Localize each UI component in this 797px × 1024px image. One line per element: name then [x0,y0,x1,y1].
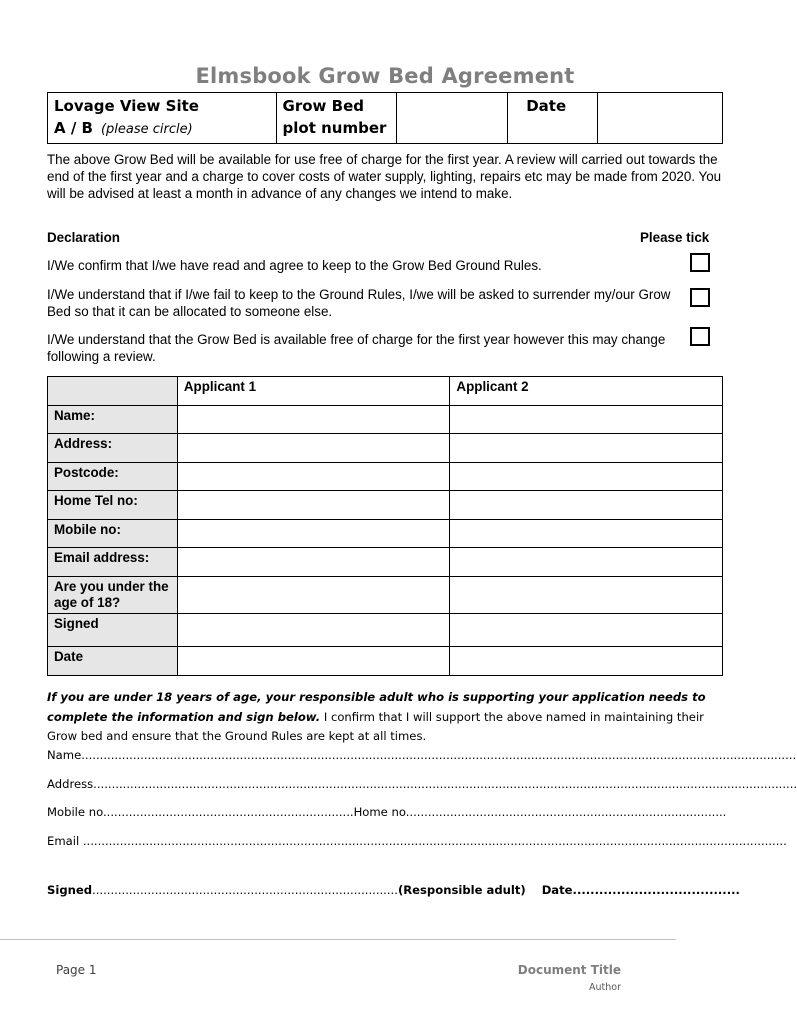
row-label-email: Email address: [48,548,178,577]
adult-address-label: Address [47,777,94,791]
adult-mobile-label: Mobile no [47,805,103,819]
applicant-1-address-field[interactable] [177,434,450,463]
row-label-date: Date [48,647,178,676]
adult-date-label: Date [541,883,573,897]
applicant-2-header: Applicant 2 [450,377,723,406]
row-label-address: Address: [48,434,178,463]
header-table [47,92,723,144]
date-field[interactable] [597,93,722,144]
applicant-1-email-field[interactable] [177,548,450,577]
applicant-1-mobile-field[interactable] [177,520,450,548]
applicant-table [47,376,723,676]
applicant-1-name-field[interactable] [177,406,450,434]
adult-email-label: Email [47,834,83,848]
applicant-2-postcode-field[interactable] [450,463,723,491]
page-title: Elmsbook Grow Bed Agreement [195,64,575,88]
site-note: (please circle) [100,122,193,137]
row-label-signed: Signed [48,614,178,647]
applicant-1-home-tel-field[interactable] [177,491,450,520]
applicant-1-under-18-field[interactable] [177,577,450,614]
page-number: Page 1 [56,963,97,977]
responsible-adult-instruction: If you are under 18 years of age, your responsible adult who is supporting your application needs to complete the information and sign below. [47,690,706,724]
applicant-2-name-field[interactable] [450,406,723,434]
responsible-adult-label: (Responsible adult) [397,883,526,897]
declaration-statement-1: I/We confirm that I/we have read and agree to keep to the Grow Bed Ground Rules. [47,258,542,273]
applicant-2-date-field[interactable] [450,647,723,676]
plot-label-cell [276,93,396,144]
row-label-under-18: Are you under the age of 18? [48,577,178,614]
responsible-adult-confirmation: I confirm that I will support the above named in maintaining their Grow bed and ensure that the Ground Rules are kept at all times. [47,709,704,743]
applicant-1-header: Applicant 1 [177,377,450,406]
adult-name-line[interactable]: Name.................................................................................................................................................................................................. [47,748,797,762]
applicant-2-address-field[interactable] [450,434,723,463]
row-label-mobile: Mobile no: [48,520,178,548]
tick-checkbox-2[interactable] [690,288,710,307]
declaration-statement-3: I/We understand that the Grow Bed is available free of charge for the first year however this may change following a review. [47,332,666,364]
adult-address-line[interactable]: Address............................................................................................................................................................................................... [47,777,797,791]
adult-signature-line[interactable]: Signed...................................................................................(Responsible adult) Date...................................... [47,883,740,897]
applicant-1-signed-field[interactable] [177,614,450,647]
row-label-home-tel: Home Tel no: [48,491,178,520]
row-label-name: Name: [48,406,178,434]
applicant-2-mobile-field[interactable] [450,520,723,548]
date-label: Date [508,93,598,144]
applicant-2-under-18-field[interactable] [450,577,723,614]
adult-home-label: Home no [353,805,406,819]
applicant-2-email-field[interactable] [450,548,723,577]
declaration-statement-2: I/We understand that if I/we fail to keep to the Ground Rules, I/we will be asked to surrender my/our Grow Bed so that it can be allocated to someone else. [47,287,671,319]
applicant-2-home-tel-field[interactable] [450,491,723,520]
footer-divider [0,939,676,940]
adult-name-label: Name [47,748,82,762]
plot-label-line1: Grow Bed [282,97,364,115]
document-author: Author [589,982,621,993]
site-options: A / B [54,119,93,137]
declaration-heading: Declaration [47,230,120,245]
applicant-1-postcode-field[interactable] [177,463,450,491]
document-title: Document Title [517,963,621,977]
adult-phone-line[interactable]: Mobile no....................................................................Home no....................................................................................... [47,805,727,819]
please-tick-heading: Please tick [640,230,710,245]
plot-label-line2: plot number [282,119,387,137]
row-label-postcode: Postcode: [48,463,178,491]
site-cell[interactable] [48,93,277,144]
adult-email-line[interactable]: Email ............................................................................................................................................................................................... [47,834,787,848]
applicant-1-date-field[interactable] [177,647,450,676]
table-corner [48,377,178,406]
applicant-2-signed-field[interactable] [450,614,723,647]
tick-checkbox-1[interactable] [690,253,710,272]
plot-number-field[interactable] [396,93,507,144]
adult-signed-label: Signed [47,883,93,897]
site-label: Lovage View Site [54,97,199,115]
tick-checkbox-3[interactable] [690,327,710,346]
responsible-adult-paragraph [47,688,723,747]
intro-text: The above Grow Bed will be available for use free of charge for the first year. A review will carried out towards the end of the first year and a charge to cover costs of water supply, lighting, repairs etc may be made from 2020. You will be advised at least a month in advance of any changes we intend to make. [47,152,722,201]
